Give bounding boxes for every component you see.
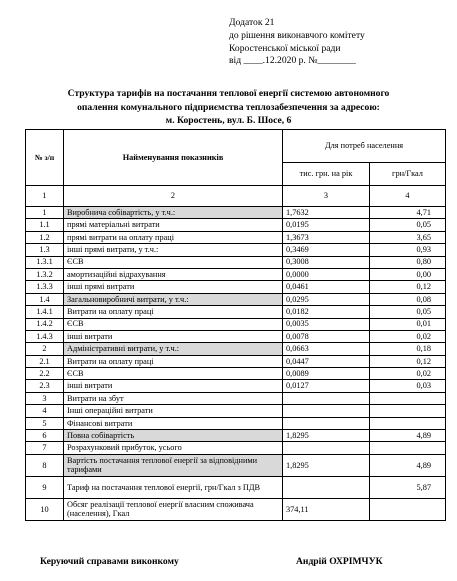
table-row: [26, 293, 446, 305]
row-indicator-name: Адміністративні витрати, у т.ч.:: [64, 343, 283, 355]
row-indicator-name: інші прямі витрати: [64, 281, 283, 293]
row-value-thousand-uah: 0,0461: [283, 281, 370, 293]
table-row: [26, 405, 446, 417]
table-row: [26, 281, 446, 293]
row-indicator-name: Загальновиробничі витрати, у т.ч.:: [64, 293, 283, 305]
table-row: [26, 380, 446, 392]
row-indicator-name: амортизаційні відрахування: [64, 268, 283, 280]
row-value-thousand-uah: [283, 405, 370, 417]
table-row: [26, 207, 446, 219]
row-value-uah-per-gcal: 4,89: [370, 454, 446, 476]
row-value-uah-per-gcal: 5,87: [370, 476, 446, 498]
row-number: 1.3.2: [26, 268, 64, 280]
table-row: [26, 256, 446, 268]
row-indicator-name: Розрахунковий прибуток, усього: [64, 442, 283, 454]
row-indicator-name: Витрати на оплату праці: [64, 306, 283, 318]
table-row: [26, 442, 446, 454]
row-number: 8: [26, 454, 64, 476]
row-value-thousand-uah: 1,3673: [283, 231, 370, 243]
row-value-uah-per-gcal: 0,02: [370, 368, 446, 380]
row-number: 1.4.3: [26, 330, 64, 342]
table-row: [26, 355, 446, 367]
row-indicator-name: Обсяг реалізації теплової енергії власним споживача (населення), Гкал: [64, 498, 283, 520]
row-number: 1.4.1: [26, 306, 64, 318]
row-value-uah-per-gcal: 0,03: [370, 380, 446, 392]
row-value-uah-per-gcal: 0,08: [370, 293, 446, 305]
table-row: [26, 219, 446, 231]
row-number: 4: [26, 405, 64, 417]
row-number: 1.2: [26, 231, 64, 243]
row-value-thousand-uah: 0,0295: [283, 293, 370, 305]
row-value-uah-per-gcal: 0,02: [370, 330, 446, 342]
table-row: [26, 454, 446, 476]
row-value-uah-per-gcal: [370, 417, 446, 429]
document-title: [0, 87, 457, 128]
row-value-thousand-uah: [283, 442, 370, 454]
row-indicator-name: Тариф на постачання теплової енергії, грн/Гкал з ПДВ: [64, 476, 283, 498]
row-value-uah-per-gcal: 0,05: [370, 219, 446, 231]
row-value-uah-per-gcal: 4,89: [370, 430, 446, 442]
row-indicator-name: інші прямі витрати, у т.ч.:: [64, 244, 283, 256]
row-value-uah-per-gcal: [370, 405, 446, 417]
header-thousand-uah: тис. грн. на рік: [283, 163, 370, 186]
row-indicator-name: ЄСВ: [64, 318, 283, 330]
row-number: 9: [26, 476, 64, 498]
row-indicator-name: прямі матеріальні витрати: [64, 219, 283, 231]
header-name: Найменування показників: [64, 130, 283, 186]
row-value-thousand-uah: 0,0182: [283, 306, 370, 318]
row-number: 1: [26, 207, 64, 219]
table-row: [26, 330, 446, 342]
row-value-thousand-uah: 0,3008: [283, 256, 370, 268]
row-value-uah-per-gcal: 0,93: [370, 244, 446, 256]
row-number: 2: [26, 343, 64, 355]
row-value-thousand-uah: [283, 476, 370, 498]
row-value-thousand-uah: 1,7632: [283, 207, 370, 219]
row-value-thousand-uah: 1,8295: [283, 454, 370, 476]
table-row: [26, 231, 446, 243]
row-value-thousand-uah: 0,0663: [283, 343, 370, 355]
row-number: 1.3.1: [26, 256, 64, 268]
row-number: 3: [26, 392, 64, 404]
title-line-3: м. Коростень, вул. Б. Шосе, 6: [165, 115, 292, 126]
colnum-3: 3: [283, 186, 370, 207]
row-value-thousand-uah: 1,8295: [283, 430, 370, 442]
row-value-uah-per-gcal: 3,65: [370, 231, 446, 243]
row-number: 1.3: [26, 244, 64, 256]
footer-signer: Андрій ОХРІМЧУК: [296, 556, 383, 567]
table-row: [26, 417, 446, 429]
table-row: [26, 306, 446, 318]
row-indicator-name: інші витрати: [64, 380, 283, 392]
annex-date: від ____.12.2020 р. №________: [229, 55, 356, 67]
row-number: 2.1: [26, 355, 64, 367]
row-value-uah-per-gcal: 0,12: [370, 355, 446, 367]
table-row: [26, 430, 446, 442]
row-value-uah-per-gcal: 0,00: [370, 268, 446, 280]
row-value-thousand-uah: 0,0078: [283, 330, 370, 342]
row-indicator-name: Вартість постачання теплової енергії за відповідними тарифами: [64, 454, 283, 476]
table-body: [26, 207, 446, 521]
row-number: 7: [26, 442, 64, 454]
row-value-uah-per-gcal: 4,71: [370, 207, 446, 219]
row-indicator-name: Повна собівартість: [64, 430, 283, 442]
table-row: [26, 476, 446, 498]
colnum-4: 4: [370, 186, 446, 207]
row-number: 1.4.2: [26, 318, 64, 330]
row-number: 1.4: [26, 293, 64, 305]
row-value-thousand-uah: 0,0089: [283, 368, 370, 380]
row-number: 2.2: [26, 368, 64, 380]
row-value-uah-per-gcal: 0,18: [370, 343, 446, 355]
row-value-thousand-uah: 0,3469: [283, 244, 370, 256]
annex-decision: до рішення виконавчого комітету: [229, 29, 365, 41]
row-indicator-name: Фінансові витрати: [64, 417, 283, 429]
row-indicator-name: Витрати на збут: [64, 392, 283, 404]
row-value-thousand-uah: 0,0000: [283, 268, 370, 280]
table-row: [26, 498, 446, 520]
row-value-thousand-uah: 0,0035: [283, 318, 370, 330]
header-group: Для потреб населення: [283, 130, 446, 163]
row-indicator-name: інші витрати: [64, 330, 283, 342]
row-value-thousand-uah: 0,0127: [283, 380, 370, 392]
row-number: 1.1: [26, 219, 64, 231]
row-value-thousand-uah: 0,0195: [283, 219, 370, 231]
annex-council: Коростенської міської ради: [229, 42, 341, 54]
row-number: 6: [26, 430, 64, 442]
row-value-thousand-uah: [283, 417, 370, 429]
tariff-table: [25, 129, 446, 521]
row-indicator-name: прямі витрати на оплату праці: [64, 231, 283, 243]
row-value-uah-per-gcal: 0,80: [370, 256, 446, 268]
row-value-uah-per-gcal: [370, 442, 446, 454]
table-row: [26, 392, 446, 404]
table-row: [26, 244, 446, 256]
colnum-2: 2: [64, 186, 283, 207]
header-num: № з/п: [26, 130, 64, 186]
table-row: [26, 268, 446, 280]
annex-block: [229, 17, 365, 68]
row-value-uah-per-gcal: 0,12: [370, 281, 446, 293]
row-value-uah-per-gcal: [370, 498, 446, 520]
row-value-thousand-uah: 0,0447: [283, 355, 370, 367]
row-value-thousand-uah: [283, 392, 370, 404]
table-row: [26, 343, 446, 355]
row-value-thousand-uah: 374,11: [283, 498, 370, 520]
row-indicator-name: Виробнича собівартість, у т.ч.:: [64, 207, 283, 219]
row-value-uah-per-gcal: 0,05: [370, 306, 446, 318]
footer-position: Керуючий справами виконкому: [40, 556, 179, 567]
row-indicator-name: Інші операційні витрати: [64, 405, 283, 417]
row-number: 5: [26, 417, 64, 429]
annex-number: Додаток 21: [229, 17, 275, 28]
row-indicator-name: ЄСВ: [64, 368, 283, 380]
row-number: 10: [26, 498, 64, 520]
row-indicator-name: Витрати на оплату праці: [64, 355, 283, 367]
table-row: [26, 318, 446, 330]
row-indicator-name: ЄСВ: [64, 256, 283, 268]
table-row: [26, 368, 446, 380]
row-value-uah-per-gcal: 0,01: [370, 318, 446, 330]
title-line-1: Структура тарифів на постачання теплової енергії системою автономного: [67, 88, 390, 99]
row-number: 1.3.3: [26, 281, 64, 293]
row-number: 2.3: [26, 380, 64, 392]
header-uah-per-gcal: грн/Гкал: [370, 163, 446, 186]
title-line-2: опалення комунального підприємства теплозабезпечення за адресою:: [77, 101, 380, 113]
colnum-1: 1: [26, 186, 64, 207]
row-value-uah-per-gcal: [370, 392, 446, 404]
